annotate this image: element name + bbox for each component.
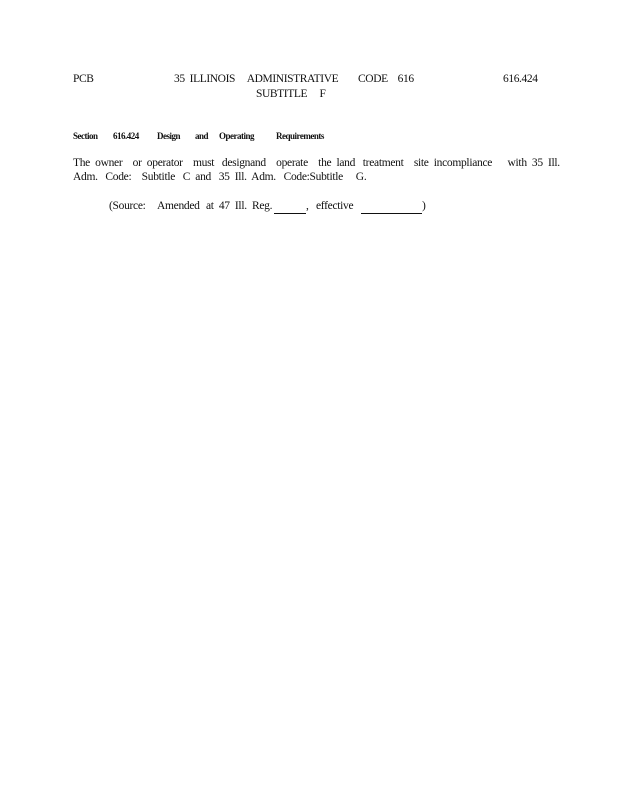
section-title-word: Design bbox=[157, 131, 181, 141]
register-page-blank bbox=[274, 212, 306, 214]
header-title: 35 ILLINOIS ADMINISTRATIVE CODE 616 bbox=[174, 73, 414, 85]
header-right: 616.424 bbox=[503, 73, 538, 85]
source-note-comma: , bbox=[306, 200, 309, 212]
section-number: 616.424 bbox=[113, 131, 139, 141]
section-title-word: and bbox=[195, 131, 209, 141]
source-note-register: at 47 Ill. Reg. bbox=[206, 200, 273, 212]
effective-date-blank bbox=[361, 212, 422, 214]
paragraph-line: The owner or operator must designand operate the land treatment site incompliance with 35 Ill. bbox=[73, 157, 560, 169]
section-label: Section bbox=[73, 131, 98, 141]
source-note-close: ) bbox=[422, 200, 426, 212]
header-left: PCB bbox=[73, 73, 94, 85]
source-note-open: (Source: bbox=[109, 200, 146, 212]
source-note-amended: Amended bbox=[157, 200, 200, 212]
source-note-effective: effective bbox=[316, 200, 354, 212]
header-subtitle: SUBTITLE F bbox=[256, 88, 326, 100]
section-title-word: Operating bbox=[219, 131, 254, 141]
paragraph-line: Adm. Code: Subtitle C and 35 Ill. Adm. Code:Subtitle G. bbox=[73, 171, 367, 183]
section-title-word: Requirements bbox=[276, 131, 324, 141]
